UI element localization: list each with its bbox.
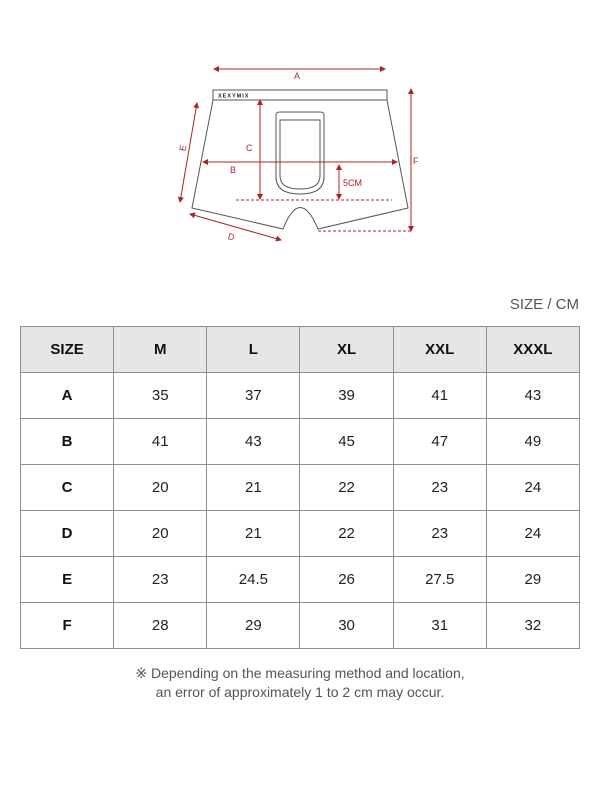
- table-cell: 22: [300, 465, 393, 511]
- table-cell: 43: [207, 419, 300, 465]
- size-table: [20, 326, 580, 649]
- table-cell: 23: [393, 465, 486, 511]
- measurement-note: [0, 664, 600, 702]
- table-cell: 43: [486, 373, 579, 419]
- table-cell: 35: [114, 373, 207, 419]
- table-cell: 29: [207, 603, 300, 649]
- table-cell: 45: [300, 419, 393, 465]
- table-cell: 23: [393, 511, 486, 557]
- header-cell: XL: [300, 327, 393, 373]
- table-cell: 32: [486, 603, 579, 649]
- table-cell: 24.5: [207, 557, 300, 603]
- table-cell: 22: [300, 511, 393, 557]
- table-row: [21, 419, 580, 465]
- table-cell: 24: [486, 465, 579, 511]
- table-row: [21, 557, 580, 603]
- row-label: E: [21, 557, 114, 603]
- dimension-labels: [178, 71, 419, 243]
- table-cell: 31: [393, 603, 486, 649]
- table-cell: 20: [114, 465, 207, 511]
- table-header-row: [21, 327, 580, 373]
- note-line-2: an error of approximately 1 to 2 cm may occur.: [155, 684, 445, 700]
- table-row: [21, 373, 580, 419]
- row-label: F: [21, 603, 114, 649]
- dimension-arrows: [177, 69, 411, 240]
- unit-label: SIZE / CM: [509, 296, 579, 313]
- table-cell: 37: [207, 373, 300, 419]
- table-row: [21, 511, 580, 557]
- table-cell: 39: [300, 373, 393, 419]
- table-cell: 24: [486, 511, 579, 557]
- row-label: C: [21, 465, 114, 511]
- shorts-outline: [192, 90, 408, 229]
- table-cell: 23: [114, 557, 207, 603]
- dim-e-label: E: [177, 144, 189, 152]
- table-cell: 30: [300, 603, 393, 649]
- row-label: A: [21, 373, 114, 419]
- table-cell: 41: [393, 373, 486, 419]
- row-label: D: [21, 511, 114, 557]
- header-cell: L: [207, 327, 300, 373]
- brand-label: XEXYMIX: [218, 93, 250, 100]
- header-cell: XXL: [393, 327, 486, 373]
- table-cell: 41: [114, 419, 207, 465]
- dim-b-label: B: [230, 165, 237, 175]
- header-cell: XXXL: [486, 327, 579, 373]
- table-cell: 47: [393, 419, 486, 465]
- table-cell: 27.5: [393, 557, 486, 603]
- row-label: B: [21, 419, 114, 465]
- table-cell: 29: [486, 557, 579, 603]
- table-cell: 28: [114, 603, 207, 649]
- note-line-1: ※ Depending on the measuring method and location,: [135, 665, 465, 681]
- table-cell: 49: [486, 419, 579, 465]
- table-row: [21, 603, 580, 649]
- dim-f-label: F: [413, 156, 419, 166]
- dim-d-label: D: [226, 231, 236, 243]
- table-cell: 21: [207, 511, 300, 557]
- header-cell: M: [114, 327, 207, 373]
- table-cell: 21: [207, 465, 300, 511]
- dim-a-label: A: [294, 71, 301, 81]
- dim-5cm-label: 5CM: [343, 178, 363, 188]
- size-diagram: [0, 0, 600, 260]
- dim-c-label: C: [246, 143, 253, 153]
- header-cell: SIZE: [21, 327, 114, 373]
- table-cell: 20: [114, 511, 207, 557]
- table-row: [21, 465, 580, 511]
- dim-e-arrow: [177, 103, 197, 202]
- table-cell: 26: [300, 557, 393, 603]
